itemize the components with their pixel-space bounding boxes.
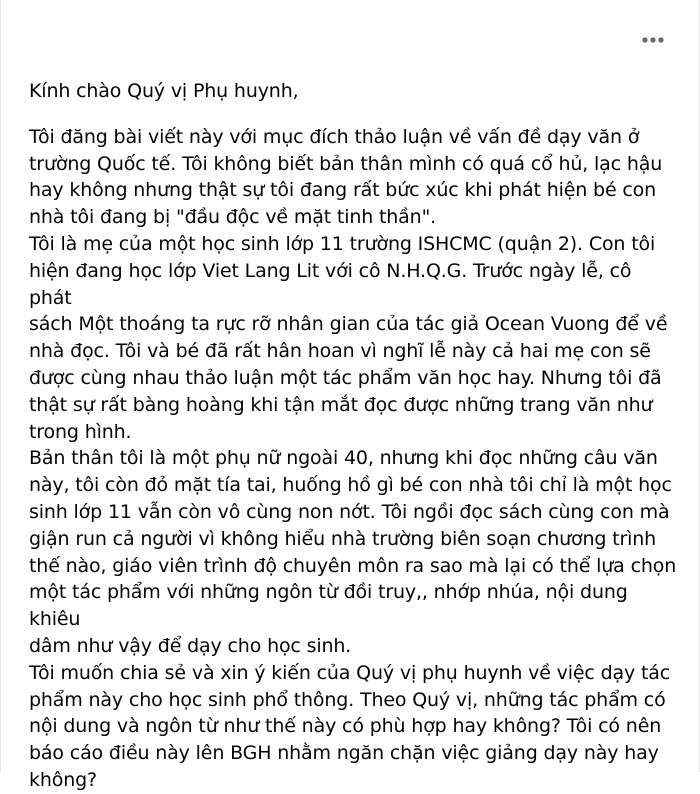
- more-horizontal-icon: [641, 36, 665, 44]
- post-paragraph: Tôi là mẹ của một học sinh lớp 11 trường ISHCMC (quận 2). Con tôi hiện đang học lớp Viet Lang Lit với cô N.H.Q.G. Trước ngày lễ, cô phát sách Một thoáng ta rực rỡ nhân gian của tác giả Ocean Vuong để về nhà đọc. Tôi và bé đã rất hân hoan vì nghĩ lễ này cả hai mẹ con sẽ được cùng nhau thảo luận một tác phẩm văn học hay. Nhưng tôi đã thật sự rất bàng hoàng khi tận mắt đọc được những trang văn như trong hình.: [29, 232, 668, 443]
- post-paragraph: Tôi muốn chia sẻ và xin ý kiến của Quý vị phụ huynh về việc dạy tác phẩm này cho học sinh phổ thông. Theo Quý vị, những tác phẩm có nội dung và ngôn từ như thế này có phù hợp hay không? Tôi có nên báo cáo điều này lên BGH nhằm ngăn chặn việc giảng dạy này hay không?: [29, 661, 671, 791]
- post-text: [29, 78, 679, 794]
- post-paragraph: Tôi đăng bài viết này với mục đích thảo luận về vấn đề dạy văn ở trường Quốc tế. Tôi không biết bản thân mình có quá cổ hủ, lạc hậu hay không nhưng thật sự tôi đang rất bức xúc khi phát hiện bé con nhà tôi đang bị "đầu độc về mặt tinh thần".: [29, 125, 663, 229]
- more-options-button[interactable]: [635, 22, 671, 58]
- post-greeting: Kính chào Quý vị Phụ huynh,: [29, 80, 299, 102]
- post-paragraph: Bản thân tôi là một phụ nữ ngoài 40, nhưng khi đọc những câu văn này, tôi còn đỏ mặt tía tai, huống hồ gì bé con nhà tôi chỉ là một học sinh lớp 11 vẫn còn vô cùng non nớt. Tôi ngồi đọc sách cùng con mà giận run cả người vì không hiểu nhà trường biên soạn chương trình thế nào, giáo viên trình độ chuyên môn ra sao mà lại có thể lựa chọn một tác phẩm với những ngôn từ đồi truy,, nhớp nhúa, nội dung khiêu dâm như vậy để dạy cho học sinh.: [29, 447, 677, 657]
